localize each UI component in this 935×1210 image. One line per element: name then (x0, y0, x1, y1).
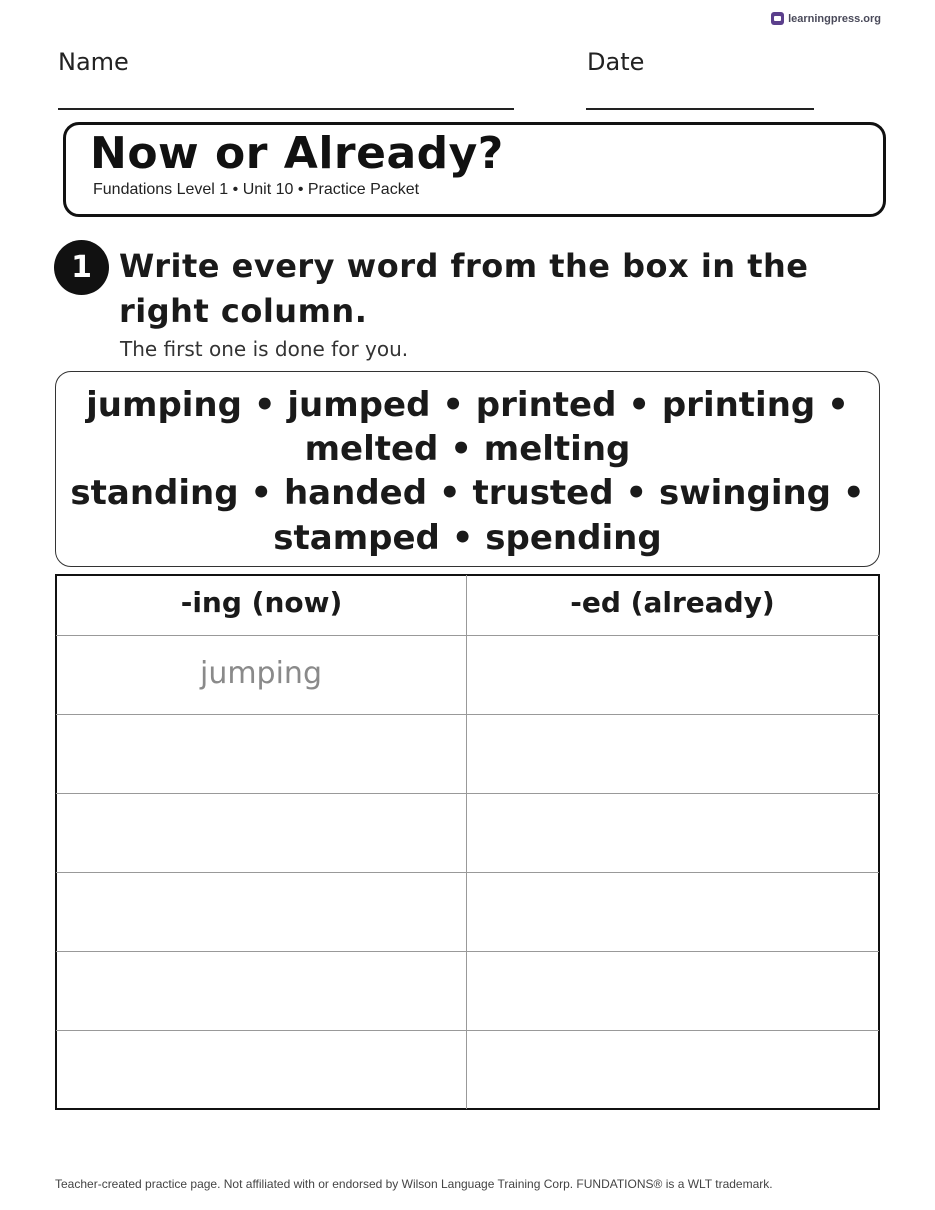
word-bank-line: jumping • jumped • printed • printing • (86, 385, 849, 425)
exercise-sub-instruction: The first one is done for you. (120, 337, 409, 361)
learningpress-logo-icon (771, 12, 784, 25)
column-header-ing: -ing (now) (180, 586, 343, 619)
date-label: Date (587, 48, 645, 76)
answer-cell[interactable] (467, 794, 878, 872)
column-header-ed: -ed (already) (570, 586, 775, 619)
date-line[interactable] (586, 108, 814, 110)
brand[interactable] (771, 12, 881, 25)
name-label: Name (58, 48, 129, 76)
answer-cell[interactable] (467, 636, 878, 714)
exercise-instruction: Write every word from the box in the right column. (119, 247, 809, 330)
answer-cell[interactable] (56, 794, 466, 872)
answer-cell[interactable] (56, 952, 466, 1030)
exercise-number-badge: 1 (54, 240, 109, 295)
answer-cell[interactable] (56, 1031, 466, 1108)
word-bank-line: standing • handed • trusted • swinging • (70, 473, 865, 513)
word-bank-line: stamped • spending (273, 518, 662, 558)
answer-cell[interactable] (467, 873, 878, 951)
answer-cell[interactable] (467, 1031, 878, 1108)
page-title: Now or Already? (90, 128, 504, 179)
answer-cell[interactable] (467, 952, 878, 1030)
answer-cell[interactable] (56, 715, 466, 793)
page-subtitle: Fundations Level 1 • Unit 10 • Practice Packet (93, 181, 420, 198)
name-line[interactable] (58, 108, 514, 110)
brand-name: learningpress.org (788, 12, 881, 25)
answer-cell[interactable] (56, 873, 466, 951)
word-bank-line: melted • melting (304, 429, 631, 469)
example-answer: jumping (199, 656, 322, 691)
footer-disclaimer: Teacher-created practice page. Not affiliated with or endorsed by Wilson Language Training Corp. FUNDATIONS® is a WLT trademark. (55, 1177, 773, 1191)
answer-cell[interactable] (467, 715, 878, 793)
